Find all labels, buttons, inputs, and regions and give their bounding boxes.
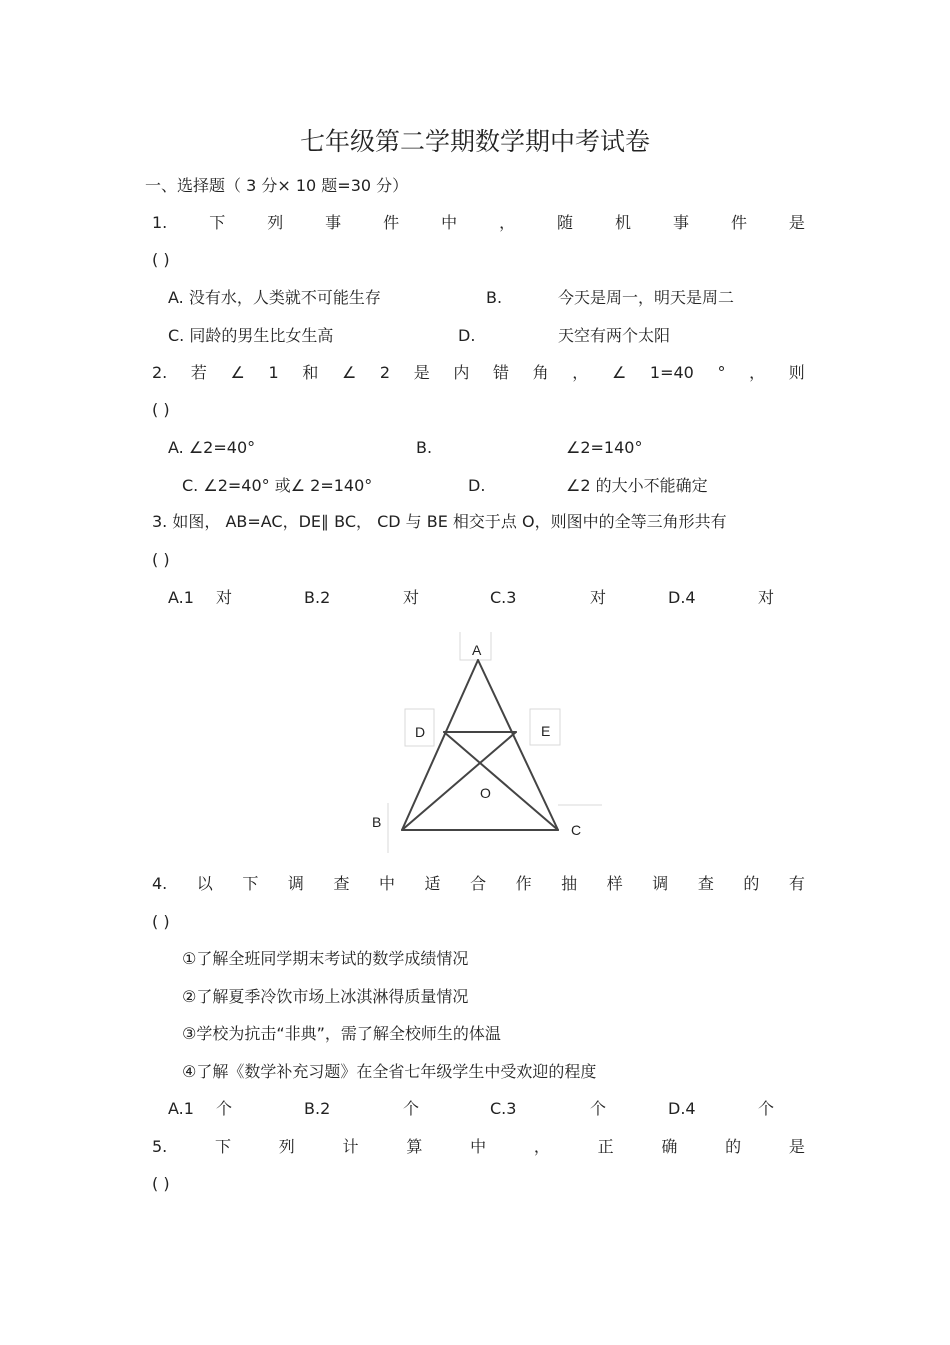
- survey-item-1: ①了解全班同学期末考试的数学成绩情况: [182, 949, 469, 968]
- answer-paren: ( ): [152, 1174, 170, 1193]
- option-d-label: D.4: [668, 588, 696, 607]
- q2-word: 和: [302, 363, 319, 382]
- answer-paren: ( ): [152, 400, 170, 419]
- option-a-unit: 对: [216, 588, 233, 607]
- q5-word: 计: [342, 1137, 359, 1156]
- label-b: B: [372, 814, 382, 830]
- q2-word: 内: [453, 363, 470, 382]
- q2-word: 则: [788, 363, 805, 382]
- q4-word: 查: [333, 874, 350, 893]
- option-d-text: ∠2 的大小不能确定: [566, 476, 708, 495]
- q4-word: 以: [196, 874, 213, 893]
- label-c: C: [571, 822, 582, 838]
- option-a: A. 没有水，人类就不可能生存: [168, 288, 381, 307]
- survey-item-4: ④了解《数学补充习题》在全省七年级学生中受欢迎的程度: [182, 1062, 597, 1081]
- option-c: C. ∠2=40° 或∠ 2=140°: [182, 476, 373, 495]
- page-title: 七年级第二学期数学期中考试卷: [299, 127, 650, 156]
- option-a-label: A.1: [168, 1099, 194, 1118]
- option-d-label: D.: [458, 326, 476, 345]
- q4-word: 有: [788, 874, 805, 893]
- q4-word: 的: [743, 874, 760, 893]
- segment-ab: [402, 660, 478, 830]
- q5-word: 算: [406, 1137, 423, 1156]
- q5-word: 是: [788, 1137, 805, 1156]
- label-d: D: [415, 724, 426, 740]
- option-b-text: ∠2=140°: [566, 438, 643, 457]
- label-a: A: [472, 642, 482, 658]
- q2-word: 错: [493, 363, 510, 382]
- q1-word: 是: [788, 213, 805, 232]
- q4-word: 合: [470, 874, 487, 893]
- q2-word: 2.: [152, 363, 168, 382]
- q2-word: 1: [268, 363, 279, 382]
- option-c-label: C.3: [490, 588, 517, 607]
- q4-word: 适: [424, 874, 441, 893]
- q4-word: 查: [697, 874, 714, 893]
- option-a-unit: 个: [216, 1099, 233, 1118]
- question-5-stem: [152, 1137, 805, 1157]
- q2-word: 1=40: [649, 363, 694, 382]
- option-c-unit: 对: [590, 588, 607, 607]
- q4-word: 调: [287, 874, 304, 893]
- answer-paren: ( ): [152, 250, 170, 269]
- option-b-label: B.: [486, 288, 503, 307]
- q1-word: 件: [383, 213, 400, 232]
- option-a: A. ∠2=40°: [168, 438, 256, 457]
- question-3-stem: 3. 如图， AB=AC，DE∥ BC， CD 与 BE 相交于点 O，则图中的全等三角形共有: [152, 512, 727, 531]
- q1-word: 中: [441, 213, 458, 232]
- option-b-label: B.2: [304, 588, 331, 607]
- option-c-label: C.3: [490, 1099, 517, 1118]
- answer-paren: ( ): [152, 550, 170, 569]
- option-d-label: D.: [468, 476, 486, 495]
- q4-word: 下: [242, 874, 259, 893]
- q2-word: ∠: [230, 363, 245, 382]
- survey-item-3: ③学校为抗击“非典”，需了解全校师生的体温: [182, 1024, 501, 1043]
- label-o: O: [480, 785, 491, 801]
- q4-word: 抽: [561, 874, 578, 893]
- option-c-unit: 个: [590, 1099, 607, 1118]
- label-e: E: [541, 723, 551, 739]
- q2-word: 若: [190, 363, 207, 382]
- q2-word: °: [717, 363, 726, 382]
- q5-word: ，: [533, 1137, 550, 1156]
- q5-word: 确: [661, 1137, 678, 1156]
- option-d-label: D.4: [668, 1099, 696, 1118]
- question-1-stem: [152, 213, 805, 233]
- q5-word: 5.: [152, 1137, 168, 1156]
- segment-be: [402, 732, 516, 830]
- section-heading: 一、选择题（ 3 分× 10 题=30 分）: [145, 176, 409, 195]
- q4-word: 调: [652, 874, 669, 893]
- q5-word: 下: [215, 1137, 232, 1156]
- q5-word: 列: [278, 1137, 295, 1156]
- q5-word: 的: [725, 1137, 742, 1156]
- q2-word: ，: [749, 363, 766, 382]
- q5-word: 中: [470, 1137, 487, 1156]
- q1-word: 件: [730, 213, 747, 232]
- q4-word: 作: [515, 874, 532, 893]
- option-b-text: 今天是周一，明天是周二: [558, 288, 735, 307]
- question-4-stem: [152, 874, 805, 894]
- option-c: C. 同龄的男生比女生高: [168, 326, 334, 345]
- q1-word: 事: [325, 213, 342, 232]
- q4-word: 4.: [152, 874, 168, 893]
- q1-word: 下: [209, 213, 226, 232]
- q2-word: ∠: [341, 363, 357, 382]
- q2-word: 是: [413, 363, 430, 382]
- q1-word: 列: [267, 213, 284, 232]
- q1-word: 机: [615, 213, 632, 232]
- q2-word: 2: [379, 363, 391, 382]
- q1-word: 随: [557, 213, 574, 232]
- option-d-unit: 对: [758, 588, 775, 607]
- answer-paren: ( ): [152, 912, 170, 931]
- option-b-unit: 个: [403, 1099, 420, 1118]
- q4-word: 样: [606, 874, 623, 893]
- option-d-unit: 个: [758, 1099, 775, 1118]
- q1-word: ，: [499, 213, 516, 232]
- question-2-stem: [152, 363, 805, 383]
- q2-word: 角: [532, 363, 549, 382]
- q2-word: ∠: [611, 363, 627, 382]
- option-b-unit: 对: [403, 588, 420, 607]
- triangle-figure: [370, 625, 610, 860]
- segment-cd: [444, 732, 558, 830]
- q4-word: 中: [378, 874, 395, 893]
- q2-word: ，: [572, 363, 589, 382]
- option-b-label: B.: [416, 438, 433, 457]
- option-a-label: A.1: [168, 588, 194, 607]
- option-b-label: B.2: [304, 1099, 331, 1118]
- q1-word: 事: [672, 213, 689, 232]
- option-d-text: 天空有两个太阳: [558, 326, 671, 345]
- survey-item-2: ②了解夏季冷饮市场上冰淇淋得质量情况: [182, 987, 469, 1006]
- q1-word: 1.: [152, 213, 168, 232]
- q5-word: 正: [597, 1137, 614, 1156]
